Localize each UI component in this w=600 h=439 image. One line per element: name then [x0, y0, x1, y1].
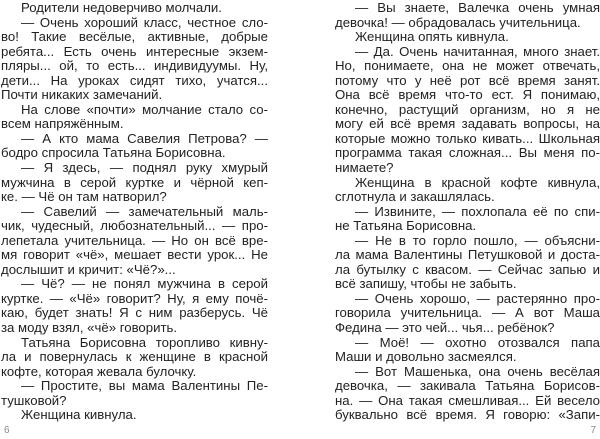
- text-line: дослышит и кричит: «Чё?»...: [1, 261, 176, 277]
- text-line: — Савелий — замечательный маль-: [21, 203, 268, 219]
- text-line: каю, будет знать! Я с ним разберусь. Чё: [1, 305, 268, 321]
- text-line: всё запишу, чтобы не забыть.: [335, 276, 517, 292]
- page-number-right: 7: [590, 425, 596, 436]
- text-line: тушковой?: [1, 392, 67, 408]
- right-page-text: [335, 1, 600, 423]
- text-line: дети... На уроках сидят тихо, учатся...: [1, 72, 268, 88]
- text-line: говорила учительница. — А вот Маша: [335, 305, 600, 321]
- text-line: Родители недоверчиво молчали.: [21, 0, 222, 15]
- text-line: не Татьяна Борисовна.: [335, 218, 477, 234]
- text-line: девочка, — закивала Татьяна Борисов-: [335, 378, 600, 394]
- text-line: Маши и довольно засмеялся.: [335, 349, 517, 365]
- text-line: которые можно только кивать... Школьная: [335, 130, 600, 146]
- text-line: — Чё? — не понял мужчина в серой: [21, 276, 268, 292]
- text-line: конечно, растущий организм, но я не: [335, 101, 600, 117]
- text-line: ла мама Валентины Петушковой и доста-: [335, 247, 600, 263]
- text-line: на. — Она такая смешливая... Ей весело: [335, 392, 600, 408]
- text-line: — Очень хорошо, — растерянно про-: [355, 290, 600, 306]
- left-page-text: [1, 1, 268, 423]
- text-line: за моду взял, «чё» говорить.: [1, 320, 178, 336]
- text-line: потому что у неё рот всё время занят.: [335, 72, 600, 88]
- text-line: Татьяна Борисовна торопливо кивну-: [21, 334, 268, 350]
- text-line: На слове «почти» молчание стало со-: [21, 101, 268, 117]
- text-line: мужчина в серой куртке и чёрной кеп-: [1, 174, 268, 190]
- text-line: — Извините, — похлопала её по спи-: [355, 203, 600, 219]
- text-line: — Не в то горло пошло, — объясни-: [355, 232, 600, 248]
- text-line: Женщина кивнула.: [21, 407, 137, 423]
- right-page: [334, 0, 600, 439]
- text-line: — Моё! — охотно отозвался папа: [355, 334, 600, 350]
- text-line: бодро спросила Татьяна Борисовна.: [1, 145, 226, 161]
- text-line: Она всё время что-то ест. Я понимаю,: [335, 87, 600, 103]
- text-line: буквально всё время. Я говорю: «Запи-: [335, 407, 600, 423]
- text-line: — А кто мама Савелия Петрова? —: [21, 130, 268, 146]
- text-line: чик, чудесный, любознательный... — про-: [1, 218, 268, 234]
- text-line: — Да. Очень начитанная, много знает.: [355, 43, 600, 59]
- text-line: ла бутылку с квасом. — Сейчас запью и: [335, 261, 600, 277]
- text-line: Федина — это чей... чья... ребёнок?: [335, 320, 555, 336]
- text-line: всем напряжённым.: [1, 116, 124, 132]
- text-line: Но, понимаете, она не может отвечать,: [335, 58, 600, 74]
- text-line: — Очень хороший класс, честное сло-: [21, 14, 268, 30]
- text-line: куртке. — «Чё» говорит? Ну, я ему почё-: [1, 290, 268, 306]
- page-number-left: 6: [4, 425, 10, 436]
- text-line: Почти никаких замечаний.: [1, 87, 163, 103]
- text-line: Женщина в красной кофте кивнула,: [355, 174, 600, 190]
- text-line: кофте, которая жевала булочку.: [1, 363, 197, 379]
- text-line: пляры... ой, то есть... индивидуумы. Ну,: [1, 58, 268, 74]
- text-line: — Я здесь, — поднял руку хмурый: [21, 160, 268, 176]
- text-line: во! Такие весёлые, активные, добрые: [1, 29, 268, 45]
- text-line: лепетала учительница. — Но он всё вре-: [1, 232, 268, 248]
- text-line: нимаете?: [335, 160, 394, 176]
- text-line: — Вы знаете, Валечка очень умная: [355, 0, 600, 15]
- text-line: девочка! — обрадовалась учительница.: [335, 14, 581, 30]
- text-line: ке. — Чё он там натворил?: [1, 189, 167, 205]
- text-line: сглотнула и закашлялась.: [335, 189, 495, 205]
- text-line: могу ей всё время задавать вопросы, на: [335, 116, 600, 132]
- text-line: ла и повернулась к женщине в красной: [1, 349, 268, 365]
- left-page: [0, 0, 268, 439]
- text-line: — Простите, вы мама Валентины Пе-: [21, 378, 268, 394]
- text-line: ребята... Есть очень интересные экзем-: [1, 43, 268, 59]
- text-line: программа такая сложная... Вы меня по-: [335, 145, 600, 161]
- text-line: — Вот Машенька, она очень весёлая: [355, 363, 600, 379]
- text-line: мя говорит «чё», мешает вести урок... Не: [1, 247, 268, 263]
- text-line: Женщина опять кивнула.: [355, 29, 509, 45]
